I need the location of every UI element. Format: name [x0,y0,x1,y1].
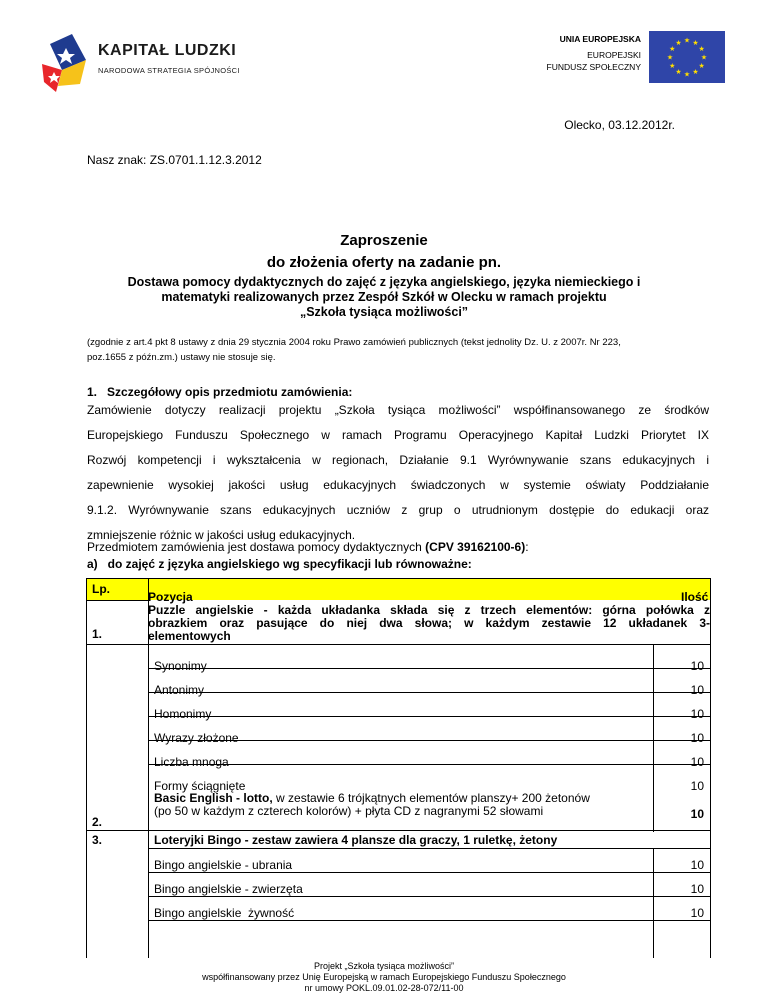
section-heading: 1. Szczegółowy opis przedmiotu zamówienia: [87,385,353,399]
table-row-item: Synonimy [154,659,207,673]
paragraph-line: Europejskiego Funduszu Społecznego w ramach Programu Operacyjnego Kapitał Ludzki Priorytet IX [87,428,709,442]
row3-description: Loteryjki Bingo - zestaw zawiera 4 plansze dla graczy, 1 ruletkę, żetony [154,833,558,847]
eu-star-icon: ★ [700,54,708,62]
header-lp: Lp. [92,582,110,596]
footer-line1: Projekt „Szkoła tysiąca możliwości” [313,961,455,971]
paragraph-line: Zamówienie dotyczy realizacji projektu „Szkoła tysiąca możliwości” współfinansowanego ze środków [87,403,709,417]
header-item: Pozycja [148,590,193,604]
paragraph-line: zapewnienie wysokiej jakości usług edukacyjnych świadczonych w systemie oświaty Poddziałanie [87,478,709,492]
paragraph-line: zmniejszenie różnic w jakości usług edukacyjnych. [87,528,356,542]
page-footer [60,961,708,994]
table-row-item: Wyrazy złożone [154,731,239,745]
row2-line2: (po 50 w każdym z czterech kolorów) + płyta CD z nagranymi 52 słowami [154,804,544,818]
cpv-code: (CPV 39162100-6) [425,540,526,554]
table-row-qty: 10 [690,779,704,793]
legal-note [87,335,687,365]
eu-logo-line2: EUROPEJSKI [587,50,641,60]
table-row-item: Formy ściągnięte [154,779,246,793]
row2-qty: 10 [690,807,704,821]
table-row-qty: 10 [690,707,704,721]
subject-line3: „Szkoła tysiąca możliwości” [299,305,469,319]
eu-star-icon: ★ [669,46,676,53]
table-row-item: Bingo angielskie - zwierzęta [154,882,303,896]
subsection-a: a) do zajęć z języka angielskiego wg specyfikacji lub równoważne: [87,557,472,571]
table-row-qty: 10 [690,683,704,697]
kapital-ludzki-title: KAPITAŁ LUDZKI [98,42,237,59]
eu-star-icon: ★ [683,37,691,45]
table-row-qty: 10 [690,731,704,745]
section-paragraph [87,398,709,548]
subject-line1: Dostawa pomocy dydaktycznych do zajęć z języka angielskiego, języka niemieckiego i [127,275,641,289]
legal-note-line1: (zgodnie z art.4 pkt 8 ustawy z dnia 29 stycznia 2004 roku Prawo zamówień publicznych (tekst jednolity Dz. U. z 2007r. Nr 223, [87,337,621,348]
document-title-line2: do złożenia oferty na zadanie pn. [266,254,502,271]
kapital-ludzki-emblem-icon [40,30,96,94]
paragraph-line: 9.1.2. Wyrównywanie szans edukacyjnych uczniów z grup o utrudnionym dostępie do edukacji oraz [87,503,709,517]
row1-line: elementowych [148,629,231,643]
eu-star-icon: ★ [675,69,682,77]
row2-bold: Basic English - lotto, [154,791,273,805]
footer-line2: współfinansowany przez Unię Europejską w ramach Europejskiego Funduszu Społecznego [202,972,566,982]
table-row-item: Homonimy [154,707,212,721]
table-row-qty: 10 [690,858,704,872]
row2-rest: w zestawie 6 trójkątnych elementów planszy+ 200 żetonów [272,791,590,805]
table-row-item: Antonimy [154,683,205,697]
subject-title [60,275,708,320]
kapital-ludzki-logo [40,30,250,94]
eu-star-icon: ★ [669,63,676,70]
eu-star-icon: ★ [683,71,691,79]
eu-stars-icon [649,31,725,83]
footer-line3: nr umowy POKL.09.01.02-28-072/11-00 [304,983,464,993]
table-row-qty: 10 [690,659,704,673]
eu-star-icon: ★ [675,39,682,47]
eu-flag-icon [649,31,725,83]
eu-star-icon: ★ [698,46,705,53]
document-date: Olecko, 03.12.2012r. [564,118,675,132]
paragraph-line: Rozwój kompetencji i wykształcenia w regionach, Działanie 9.1 Wyrównywanie szans edukacyjnych i [87,453,709,467]
table-row-qty: 10 [690,755,704,769]
reference-number: Nasz znak: ZS.0701.1.12.3.2012 [87,153,262,167]
subject-line2: matematyki realizowanych przez Zespół Szkół w Olecku w ramach projektu [161,290,607,304]
row2-lp: 2. [92,815,103,829]
header-qty: Ilość [681,590,709,604]
row1-description [148,604,710,643]
table-row-qty: 10 [690,882,704,896]
document-title: Zaproszenie [340,232,428,249]
kapital-ludzki-subtitle: NARODOWA STRATEGIA SPÓJNOŚCI [98,66,240,75]
eu-star-icon: ★ [698,63,705,70]
row1-line: obrazkiem oraz pasujące do niej dwa słowa; w każdym zestawie 12 układanek 3- [148,616,710,630]
legal-note-line2: poz.1655 z późn.zm.) ustawy nie stosuje się. [87,352,276,363]
subject-end: : [525,540,529,554]
row1-line: Puzzle angielskie - każda układanka składa się z trzech elementów: górna połówka z [148,603,710,617]
table-row-item: Liczba mnoga [154,755,229,769]
table-row-qty: 10 [690,906,704,920]
row3-lp: 3. [92,833,103,847]
row2-description [154,792,590,818]
subject-statement [87,540,529,554]
eu-star-icon: ★ [692,69,699,77]
eu-logo-line1: UNIA EUROPEJSKA [559,34,641,44]
eu-star-icon: ★ [692,39,699,47]
subject-text: Przedmiotem zamówienia jest dostawa pomocy dydaktycznych [87,540,426,554]
table-row-item: Bingo angielskie żywność [154,906,295,920]
table-row-item: Bingo angielskie - ubrania [154,858,293,872]
eu-logo [535,28,725,90]
row1-lp: 1. [92,627,103,641]
eu-star-icon: ★ [666,54,674,62]
items-table [86,578,711,958]
eu-logo-line3: FUNDUSZ SPOŁECZNY [546,62,641,72]
